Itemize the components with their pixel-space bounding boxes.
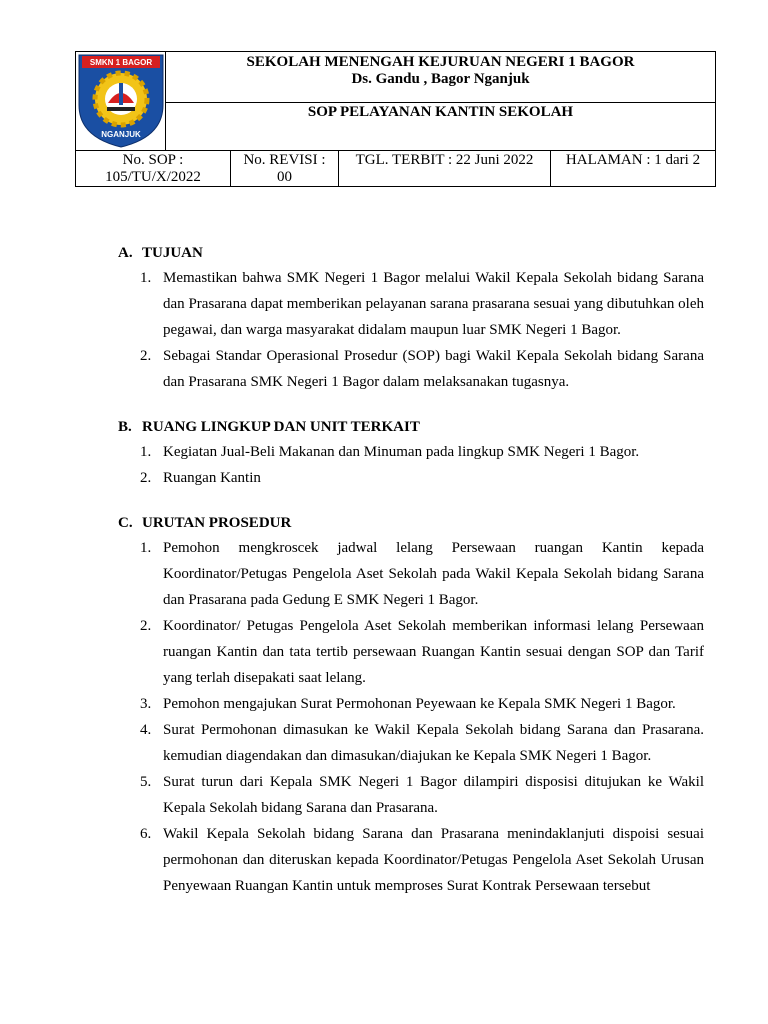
list-item: [118, 265, 704, 343]
item-text: Surat turun dari Kepala SMK Negeri 1 Bagor dilampiri disposisi ditujukan ke Wakil Kepala Sekolah bidang Sarana dan Prasarana.: [163, 774, 704, 816]
school-name: SEKOLAH MENENGAH KEJURUAN NEGERI 1 BAGOR: [246, 54, 635, 70]
item-number: 1.: [140, 270, 152, 286]
document-header: [75, 51, 716, 187]
issue-date-cell: [339, 151, 551, 186]
section-title: RUANG LINGKUP DAN UNIT TERKAIT: [142, 419, 420, 435]
sop-title-cell: [165, 102, 716, 151]
item-text: Kegiatan Jual-Beli Makanan dan Minuman pada lingkup SMK Negeri 1 Bagor.: [163, 444, 640, 460]
sop-number-label: No. SOP :: [122, 152, 184, 168]
section-a-heading: [118, 243, 704, 263]
list-item: [118, 465, 704, 491]
item-text: Surat Permohonan dimasukan ke Wakil Kepala Sekolah bidang Sarana dan Prasarana. kemudian diagendakan dan dimasukan/diajukan ke Kepala SMK Negeri 1 Bagor.: [163, 722, 704, 764]
item-text: Pemohon mengajukan Surat Permohonan Peyewaan ke Kepala SMK Negeri 1 Bagor.: [163, 696, 676, 712]
sop-number-value: 105/TU/X/2022: [105, 169, 201, 185]
list-item: [118, 439, 704, 465]
section-title: URUTAN PROSEDUR: [142, 515, 292, 531]
item-number: 2.: [140, 348, 152, 364]
item-number: 3.: [140, 696, 152, 712]
item-text: Pemohon mengkroscek jadwal lelang Persewaan ruangan Kantin kepada Koordinator/Petugas Pengelola Aset Sekolah pada Wakil Kepala Sekolah bidang Sarana dan Prasarana pada Gedung E SMK Negeri 1 Bagor.: [163, 540, 704, 608]
item-number: 2.: [140, 618, 152, 634]
section-c-heading: [118, 513, 704, 533]
item-text: Wakil Kepala Sekolah bidang Sarana dan Prasarana menindaklanjuti dispoisi sesuai permohonan dan diteruskan kepada Koordinator/Petugas Pengelola Aset Sekolah Urusan Penyewaan Ruangan Kantin untuk memproses Surat Kontrak Persewaan tersebut: [163, 826, 704, 894]
logo-cell: [75, 51, 166, 151]
list-item: [118, 821, 704, 899]
section-letter: A.: [118, 245, 133, 261]
school-logo: [77, 53, 165, 149]
school-title-cell: [165, 51, 716, 103]
item-number: 1.: [140, 540, 152, 556]
section-letter: C.: [118, 515, 133, 531]
item-text: Koordinator/ Petugas Pengelola Aset Sekolah memberikan informasi lelang Persewaan ruangan Kantin dan tata tertib persewaan Ruangan Kantin sesuai dengan SOP dan Tarif yang terlah disepakati saat lelang.: [163, 618, 704, 686]
list-item: [118, 535, 704, 613]
list-item: [118, 769, 704, 821]
section-letter: B.: [118, 419, 132, 435]
list-item: [118, 613, 704, 691]
section-b-heading: [118, 417, 704, 437]
issue-date: TGL. TERBIT : 22 Juni 2022: [355, 152, 534, 168]
revision-label: No. REVISI :: [243, 152, 326, 168]
item-number: 2.: [140, 470, 152, 486]
page-info-cell: [551, 151, 715, 186]
item-text: Ruangan Kantin: [163, 470, 261, 486]
sop-title: SOP PELAYANAN KANTIN SEKOLAH: [307, 104, 574, 120]
revision-cell: [231, 151, 339, 186]
item-text: Sebagai Standar Operasional Prosedur (SOP) bagi Wakil Kepala Sekolah bidang Sarana dan Prasarana SMK Negeri 1 Bagor dalam melaksanakan tugasnya.: [163, 348, 704, 390]
document-body: [118, 243, 704, 899]
list-item: [118, 343, 704, 395]
revision-value: 00: [277, 169, 292, 185]
item-number: 1.: [140, 444, 152, 460]
logo-banner-text: SMKN 1 BAGOR: [89, 58, 153, 67]
section-title: TUJUAN: [142, 245, 203, 261]
page-info: HALAMAN : 1 dari 2: [565, 152, 701, 168]
logo-ring-text: NGANJUK: [101, 130, 141, 139]
list-item: [118, 691, 704, 717]
item-number: 4.: [140, 722, 152, 738]
sop-number-cell: [76, 151, 231, 186]
sop-info-row: [75, 150, 716, 187]
school-address: Ds. Gandu , Bagor Nganjuk: [351, 71, 530, 87]
item-text: Memastikan bahwa SMK Negeri 1 Bagor melalui Wakil Kepala Sekolah bidang Sarana dan Prasarana dapat memberikan pelayanan sarana prasarana sesuai yang dibutuhkan oleh pegawai, dan warga masyarakat didalam maupun luar SMK Negeri 1 Bagor.: [163, 270, 704, 338]
item-number: 5.: [140, 774, 152, 790]
list-item: [118, 717, 704, 769]
item-number: 6.: [140, 826, 152, 842]
